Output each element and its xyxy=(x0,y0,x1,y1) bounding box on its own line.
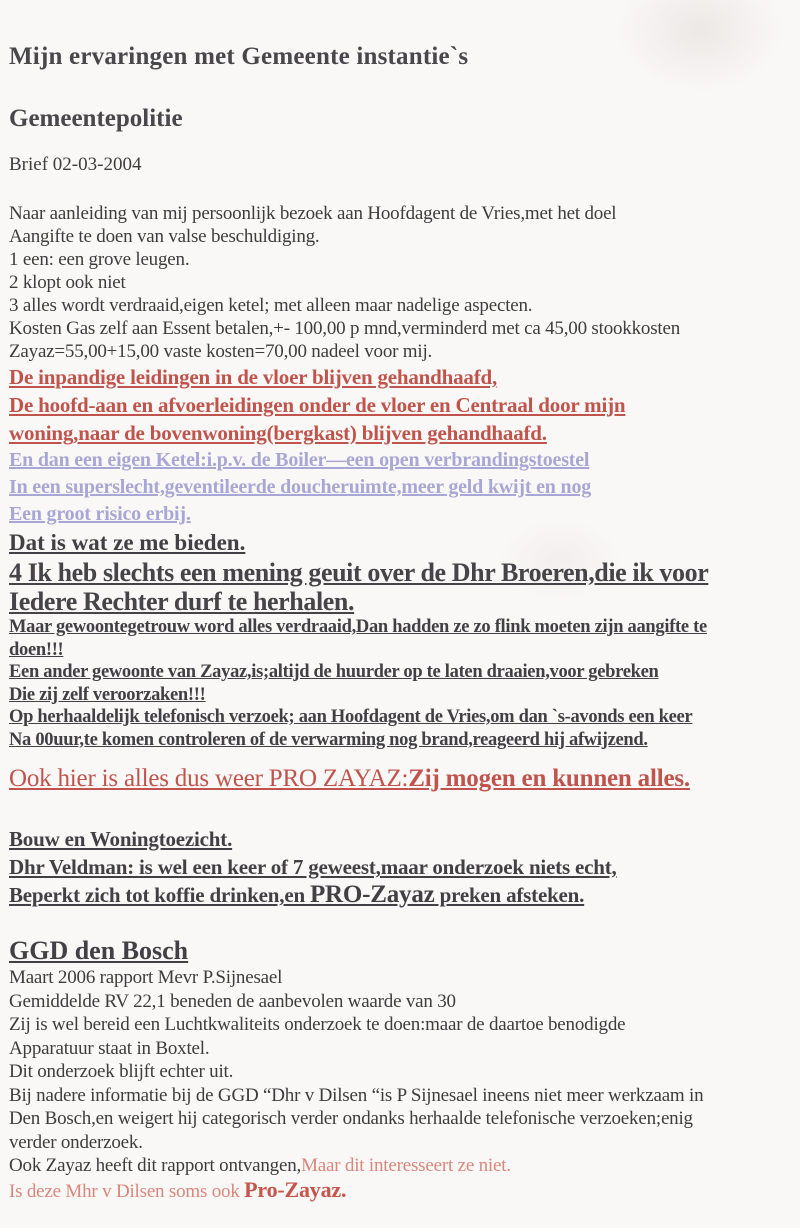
red-statement-line: woning,naar de bovenwoning(bergkast) blijven gehandhaafd. xyxy=(9,421,547,445)
ggd-closing-question xyxy=(9,1178,774,1204)
intro-line: Naar aanleiding van mij persoonlijk bezoek aan Hoofdagent de Vries,met het doel xyxy=(9,203,617,224)
ggd-den-bosch-section xyxy=(9,936,774,1203)
opinion-line: Iedere Rechter durf te herhalen. xyxy=(9,587,355,616)
faded-statement-line: In een superslecht,geventileerde doucheruimte,meer geld kwijt en nog xyxy=(9,476,592,498)
complaint-line: Na 00uur,te komen controleren of de verwarming nog brand,reageerd hij afwijzend. xyxy=(9,729,648,750)
intro-line: Zayaz=55,00+15,00 vaste kosten=70,00 nadeel voor mij. xyxy=(9,341,433,362)
bouw-woningtoezicht-section xyxy=(9,825,774,909)
complaint-line: Maar gewoontegetrouw word alles verdraaid,Dan hadden ze zo flink moeten zijn aangifte te xyxy=(9,617,707,637)
faded-statement-line: Een groot risico erbij. xyxy=(9,503,191,525)
bouw-line2-start: Beperkt zich tot koffie drinken,en xyxy=(9,883,310,907)
bouw-section-heading: Bouw en Woningtoezicht. xyxy=(9,827,233,851)
offer-conclusion: Dat is wat ze me bieden. xyxy=(9,530,246,555)
ggd-section-line: Zij is wel bereid een Luchtkwaliteits onderzoek te doen:maar de daartoe benodigde xyxy=(9,1014,626,1035)
bouw-section-line xyxy=(9,881,774,909)
pro-zayaz-conclusion xyxy=(9,763,774,795)
ggd-closing-bold-text: Pro-Zayaz. xyxy=(244,1176,347,1202)
ggd-section-line: Den Bosch,en weigert hij categorisch verder ondanks herhaalde telefonische verzoeken;enig xyxy=(9,1108,693,1129)
complaint-line: doen!!! xyxy=(9,639,64,660)
ggd-rapport-black-text: Ook Zayaz heeft dit rapport ontvangen, xyxy=(9,1155,302,1176)
intro-line: 2 klopt ook niet xyxy=(9,272,126,293)
complaint-line: Een ander gewoonte van Zayaz,is;altijd de huurder op te laten draaien,voor gebreken xyxy=(9,662,659,682)
section-heading-gemeentepolitie: Gemeentepolitie xyxy=(9,105,183,132)
ggd-closing-regular-text: Is deze Mhr v Dilsen soms ook xyxy=(9,1180,245,1202)
opinion-block xyxy=(9,558,774,616)
intro-line: 3 alles wordt verdraaid,eigen ketel; met alleen maar nadelige aspecten. xyxy=(9,295,533,316)
intro-paragraph xyxy=(9,202,774,363)
letter-date: Brief 02-03-2004 xyxy=(9,154,142,175)
faded-statement-block xyxy=(9,447,774,528)
intro-line: 1 een: een grove leugen. xyxy=(9,249,190,270)
ggd-section-line: Bij nadere informatie bij de GGD “Dhr v Dilsen “is P Sijnesael ineens niet meer werkzaam in xyxy=(9,1084,704,1106)
red-statement-block xyxy=(9,363,774,447)
ggd-section-line: Gemiddelde RV 22,1 beneden de aanbevolen waarde van 30 xyxy=(9,990,456,1012)
intro-line: Kosten Gas zelf aan Essent betalen,+- 100,00 p mnd,verminderd met ca 45,00 stookkosten xyxy=(9,318,681,339)
complaint-line: Die zij zelf veroorzaken!!! xyxy=(9,684,206,705)
red-statement-line: De hoofd-aan en afvoerleidingen onder de vloer en Centraal door mijn xyxy=(9,393,626,417)
bouw-line2-emphasis: PRO-Zayaz xyxy=(309,881,435,908)
ggd-rapport-red-text: Maar dit interesseert ze niet. xyxy=(301,1155,511,1176)
red-statement-line: De inpandige leidingen in de vloer blijven gehandhaafd, xyxy=(9,365,498,389)
complaints-block xyxy=(9,616,774,751)
ggd-section-line: Apparatuur staat in Boxtel. xyxy=(9,1037,210,1059)
ggd-section-line: Maart 2006 rapport Mevr P.Sijnesael xyxy=(9,967,283,988)
ggd-section-line: verder onderzoek. xyxy=(9,1131,143,1153)
intro-line: Aangifte te doen van valse beschuldiging. xyxy=(9,226,320,247)
bouw-line2-end: preken afsteken. xyxy=(434,883,585,907)
ggd-section-line: Dit onderzoek blijft echter uit. xyxy=(9,1061,234,1082)
bouw-section-line: Dhr Veldman: is wel een keer of 7 geweest,maar onderzoek niets echt, xyxy=(9,855,617,879)
document-title: Mijn ervaringen met Gemeente instantie`s xyxy=(9,43,469,70)
ggd-section-heading: GGD den Bosch xyxy=(9,936,189,965)
ggd-section-line-mixed xyxy=(9,1154,774,1178)
faded-statement-line: En dan een eigen Ketel:i.p.v. de Boiler—een open verbrandingstoestel xyxy=(9,449,590,471)
opinion-line: 4 Ik heb slechts een mening geuit over de Dhr Broeren,die ik voor xyxy=(9,558,709,587)
pro-zayaz-regular-text: Ook hier is alles dus weer PRO ZAYAZ: xyxy=(9,765,409,792)
complaint-line: Op herhaaldelijk telefonisch verzoek; aan Hoofdagent de Vries,om dan `s-avonds een keer xyxy=(9,707,693,727)
pro-zayaz-bold-text: Zij mogen en kunnen alles. xyxy=(408,765,690,792)
